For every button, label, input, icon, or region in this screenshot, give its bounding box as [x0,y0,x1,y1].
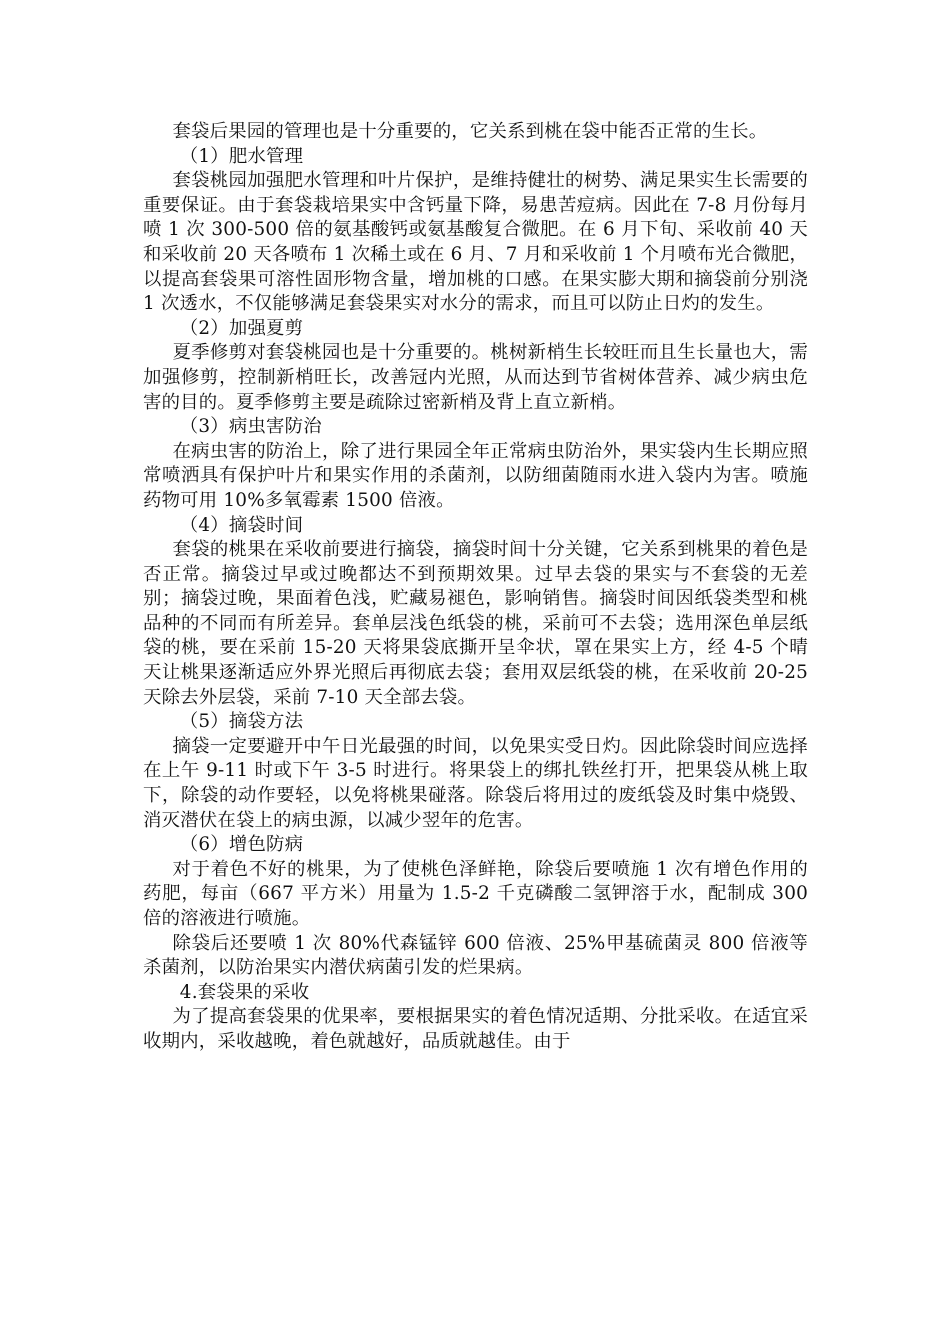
paragraph-summer-pruning: 夏季修剪对套袋桃园也是十分重要的。桃树新梢生长较旺而且生长量也大，需加强修剪，控制新梢旺长，改善冠内光照，从而达到节省树体营养、减少病虫危害的目的。夏季修剪主要是疏除过密新梢及背上直立新梢。 [143,342,808,413]
heading-bag-removal-time: （4）摘袋时间 [179,514,304,536]
paragraph-bag-removal-time: 套袋的桃果在采收前要进行摘袋，摘袋时间十分关键，它关系到桃果的着色是否正常。摘袋过早或过晚都达不到预期效果。过早去袋的果实与不套袋的无差别；摘袋过晚，果面着色浅，贮藏易褪色，影响销售。摘袋时间因纸袋类型和桃品种的不同而有所差异。套单层浅色纸袋的桃，采前可不去袋；选用深色单层纸袋的桃，要在采前 15-20 天将果袋底撕开呈伞状，罩在果实上方，经 4-5 个晴天让桃果逐渐适应外界光照后再彻底去袋；套用双层纸袋的桃，在采收前 20-25 天除去外层袋，采前 7-10 天全部去袋。 [143,539,808,708]
paragraph-harvest: 为了提高套袋果的优果率，要根据果实的着色情况适期、分批采收。在适宜采收期内，采收越晚，着色就越好，品质就越佳。由于 [143,1006,808,1052]
heading-harvest: 4.套袋果的采收 [179,981,310,1003]
paragraph-color-enhancement: 对于着色不好的桃果，为了使桃色泽鲜艳，除袋后要喷施 1 次有增色作用的药肥，每亩（667 平方米）用量为 1.5-2 千克磷酸二氢钾溶于水，配制成 300 倍的溶液进行喷施。 [143,858,808,929]
paragraph-pest-control: 在病虫害的防治上，除了进行果园全年正常病虫防治外，果实袋内生长期应照常喷洒具有保护叶片和果实作用的杀菌剂，以防细菌随雨水进入袋内为害。喷施药物可用 10%多氧霉素 1500 倍液。 [143,440,808,511]
paragraph-intro: 套袋后果园的管理也是十分重要的，它关系到桃在袋中能否正常的生长。 [172,121,768,142]
paragraph-fertilizer-water: 套袋桃园加强肥水管理和叶片保护，是维持健壮的树势、满足果实生长需要的重要保证。由于套袋栽培果实中含钙量下降，易患苦痘病。因此在 7-8 月份每月喷 1 次 300-500 倍的氨基酸钙或氨基酸复合微肥。在 6 月下旬、采收前 40 天和采收前 20 天各喷布 1 次稀土或在 6 月、7 月和采收前 1 个月喷布光合微肥，以提高套袋果可溶性固形物含量，增加桃的口感。在果实膨大期和摘袋前分别浇 1 次透水，不仅能够满足套袋果实对水分的需求，而且可以防止日灼的发生。 [143,170,808,315]
paragraph-fungicide: 除袋后还要喷 1 次 80%代森锰锌 600 倍液、25%甲基硫菌灵 800 倍液等杀菌剂，以防治果实内潜伏病菌引发的烂果病。 [143,932,808,979]
heading-fertilizer-water: （1）肥水管理 [179,145,304,167]
heading-bag-removal-method: （5）摘袋方法 [179,711,304,733]
document-body [143,120,808,1055]
paragraph-bag-removal-method: 摘袋一定要避开中午日光最强的时间，以免果实受日灼。因此除袋时间应选择在上午 9-11 时或下午 3-5 时进行。将果袋上的绑扎铁丝打开，把果袋从桃上取下，除袋的动作要轻，以免将桃果碰落。除袋后将用过的废纸袋及时集中烧毁、消灭潜伏在袋上的病虫源，以减少翌年的危害。 [143,735,808,831]
heading-pest-control: （3）病虫害防治 [179,416,322,438]
heading-summer-pruning: （2）加强夏剪 [179,317,304,339]
heading-color-disease: （6）增色防病 [179,834,304,856]
